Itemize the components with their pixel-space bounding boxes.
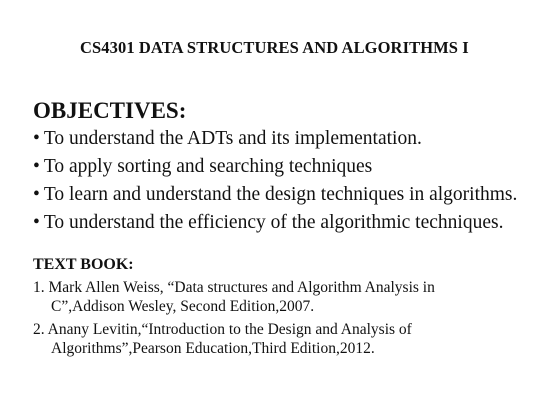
bullet-icon: • [33,128,40,149]
objective-text: To understand the efficiency of the algorithmic techniques. [43,212,504,233]
textbook-list [33,278,435,362]
textbook-entry [33,320,435,358]
bullet-icon: • [33,156,40,177]
textbook-entry-line: 1. Mark Allen Weiss, “Data structures and Algorithm Analysis in [33,279,435,296]
objective-text: To apply sorting and searching techniques [43,156,373,177]
objective-item [33,125,517,153]
objective-text: To understand the ADTs and its implementation. [43,128,422,149]
objective-item [33,181,517,209]
textbook-entry-line: C”,Addison Wesley, Second Edition,2007. [51,298,315,315]
bullet-icon: • [33,184,40,205]
objectives-heading: OBJECTIVES: [33,98,187,123]
textbook-entry-line: 2. Anany Levitin,“Introduction to the Design and Analysis of [33,321,412,338]
textbook-entry [33,278,435,316]
course-title: CS4301 DATA STRUCTURES AND ALGORITHMS I [80,38,469,57]
textbook-entry-line: Algorithms”,Pearson Education,Third Edition,2012. [51,340,375,357]
objective-item [33,153,517,181]
objective-text: To learn and understand the design techniques in algorithms. [43,184,518,205]
bullet-icon: • [33,212,40,233]
textbook-heading: TEXT BOOK: [33,256,134,273]
objectives-list [33,125,517,237]
objective-item [33,209,517,237]
